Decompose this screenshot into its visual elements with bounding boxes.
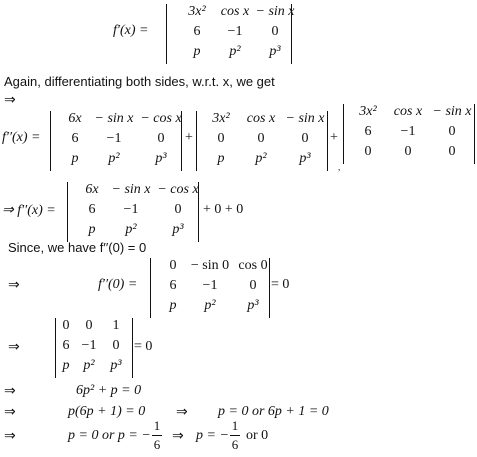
f-double-prime-label: f′′(x) =: [2, 130, 41, 145]
fraction-denominator: 6: [231, 437, 239, 452]
cell: 0: [249, 278, 257, 293]
fraction-bar: [152, 435, 162, 436]
cell: p²: [108, 151, 120, 166]
cell: 6: [62, 338, 70, 353]
implies-arrow: ⇒: [8, 278, 20, 293]
cell: 0: [62, 318, 70, 333]
fraction-numerator: 1: [231, 418, 239, 433]
plus-sign: +: [330, 130, 338, 145]
cell: − sin x: [285, 111, 325, 126]
fraction-bar: [230, 435, 240, 436]
cell: p²: [204, 298, 216, 313]
solution-final: p = −: [196, 428, 229, 443]
cell: 0: [85, 318, 93, 333]
determinant-f-prime: [166, 4, 295, 64]
cell: p: [71, 151, 79, 166]
cell: p²: [125, 222, 137, 237]
cell: −1: [400, 124, 416, 139]
cell: − cos x: [140, 111, 182, 126]
cell: − sin 0: [190, 258, 230, 273]
cell: p: [62, 358, 70, 373]
cell: − cos x: [157, 182, 199, 197]
cell: p: [169, 298, 177, 313]
cell: 3x²: [212, 111, 230, 126]
equation-quadratic: 6p² + p = 0: [76, 383, 142, 398]
cell: −1: [227, 24, 243, 39]
fraction-numerator: 1: [153, 418, 161, 433]
cell: 0: [157, 131, 165, 146]
cell: 0: [301, 131, 309, 146]
cell: 6: [71, 131, 79, 146]
cell: 1: [112, 318, 120, 333]
cell: cos x: [220, 4, 250, 19]
cell: − sin x: [94, 111, 134, 126]
solution-first: p = 0 or p = −: [68, 428, 151, 443]
cell: −1: [202, 278, 218, 293]
cell: p³: [172, 222, 184, 237]
plus-sign: +: [185, 130, 193, 145]
determinant-sum: [67, 182, 199, 242]
fraction-denominator: 6: [153, 437, 161, 452]
cell: 0: [217, 131, 225, 146]
determinant-1: [50, 111, 182, 171]
cell: 6: [364, 124, 372, 139]
implies-arrow: ⇒: [8, 340, 20, 355]
cell: 6: [169, 278, 177, 293]
cell: p³: [247, 298, 259, 313]
cell: 0: [257, 131, 265, 146]
cell: p³: [269, 44, 281, 59]
fraction-one-sixth: [230, 418, 240, 453]
cell: p²: [255, 151, 267, 166]
cell: p³: [110, 358, 122, 373]
cell: −1: [81, 338, 97, 353]
cell: 6: [88, 202, 96, 217]
cell: cos x: [393, 104, 423, 119]
cell: 6: [193, 24, 201, 39]
cell: 0: [271, 24, 279, 39]
cell: p³: [155, 151, 167, 166]
implies-arrow: ⇒: [4, 384, 16, 399]
determinant-final: [55, 318, 133, 378]
cell: p²: [83, 358, 95, 373]
cell: p: [193, 44, 201, 59]
implies-arrow: ⇒: [172, 429, 184, 444]
f-prime-label: f′(x) =: [113, 23, 149, 38]
determinant-at-zero: [150, 258, 270, 318]
implies-arrow: ⇒: [4, 405, 16, 420]
cell: 0: [404, 144, 412, 159]
cell: 0: [448, 124, 456, 139]
cell: 3x²: [188, 4, 206, 19]
cell: − sin x: [111, 182, 151, 197]
cell: 0: [174, 202, 182, 217]
cell: p: [88, 222, 96, 237]
determinant-3: [343, 104, 475, 164]
equals-zero: = 0: [134, 339, 153, 354]
implies-arrow: ⇒: [176, 405, 188, 420]
cell: cos 0: [238, 258, 268, 273]
fraction-one-sixth: [152, 418, 162, 453]
cell: 0: [169, 258, 177, 273]
f-double-prime-implies: ⇒ f′′(x) =: [2, 203, 56, 218]
equals-zero: = 0: [271, 277, 290, 292]
text-again-differentiating: Again, differentiating both sides, w.r.t. x, we get: [4, 74, 275, 89]
cell: 0: [112, 338, 120, 353]
cell: − sin x: [432, 104, 472, 119]
f-double-prime-zero-label: f′′(0) =: [98, 277, 138, 292]
implies-arrow: ⇒: [4, 429, 16, 444]
implies-arrow: ⇒: [4, 93, 16, 108]
small-mark: ,: [338, 162, 341, 172]
cell: 3x²: [359, 104, 377, 119]
cell: 0: [448, 144, 456, 159]
cell: 0: [364, 144, 372, 159]
cell: p²: [229, 44, 241, 59]
cell: − sin x: [255, 4, 295, 19]
cell: 6x: [85, 182, 99, 197]
cell: cos x: [246, 111, 276, 126]
determinant-2: [196, 111, 328, 171]
cell: −1: [106, 131, 122, 146]
cell: p: [217, 151, 225, 166]
equation-cases: p = 0 or 6p + 1 = 0: [218, 404, 329, 419]
plus-zero-zero: + 0 + 0: [203, 202, 244, 217]
cell: 6x: [68, 111, 82, 126]
cell: p³: [299, 151, 311, 166]
equation-factored: p(6p + 1) = 0: [68, 404, 146, 419]
cell: −1: [123, 202, 139, 217]
or-zero: or 0: [246, 428, 269, 443]
text-since: Since, we have f′′(0) = 0: [8, 240, 147, 255]
